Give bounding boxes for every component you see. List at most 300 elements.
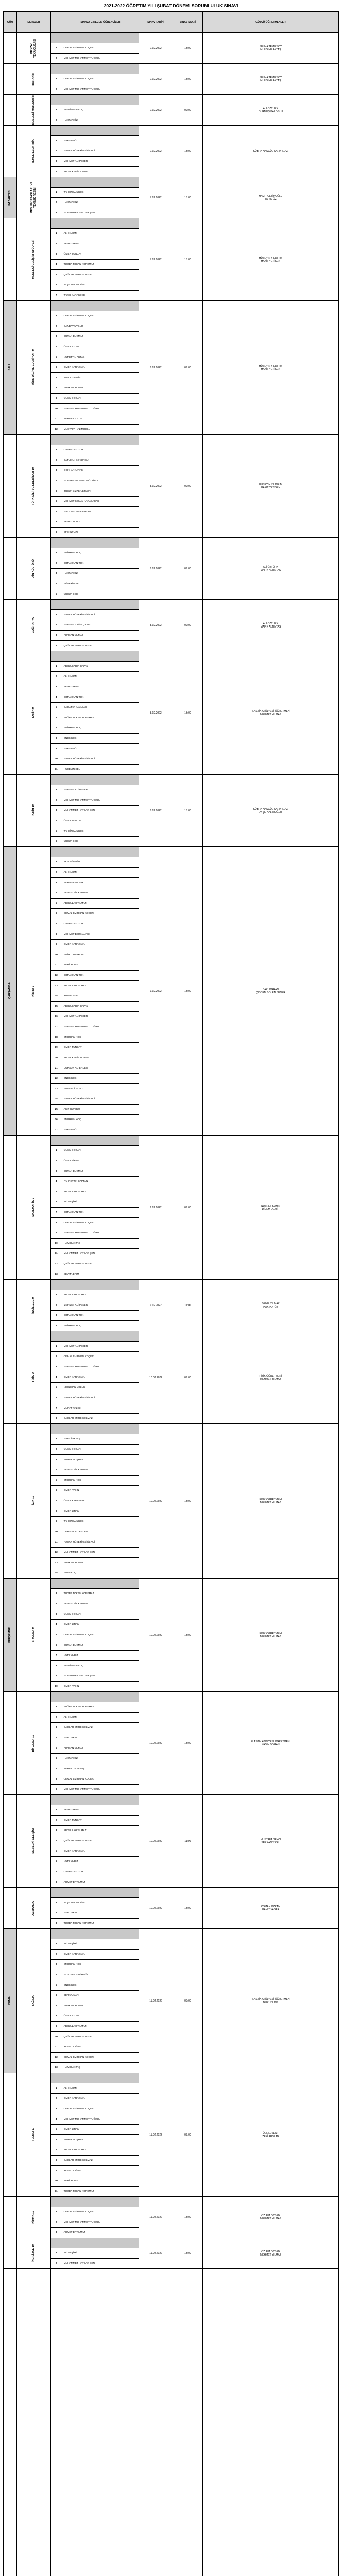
row-number: 16 [51,1012,62,1022]
row-number: 6 [51,1857,62,1867]
row-number: 3 [51,1826,62,1836]
time-cell: 13:00 [173,651,202,775]
student-name: ABDULLAH YILMAZ [62,2145,139,2156]
row-number: 5 [51,1630,62,1640]
student-name: MEHMET KEMAL KARABACAK [62,497,139,507]
student-name: TAHSİN MALKOÇ [62,1517,139,1527]
row-number: 4 [51,260,62,270]
row-number: 3 [51,466,62,476]
subject-cell [17,177,50,218]
student-name: FURKAN YILMAZ [62,631,139,641]
row-number: 2 [51,1713,62,1723]
group-header-row [62,1280,139,1290]
teacher-cell: NUSRET ŞAHİN DİDEM DEMİR [203,1136,338,1280]
student-name: AYŞE HALİMOĞLU [62,1898,139,1908]
date-cell: 10.02.2022 [139,1579,173,1692]
student-name: HAKTAN ÖZ [62,136,139,146]
subject-label: KİMYA 9 [32,985,36,997]
group-header-row [62,1692,139,1702]
student-name: ALİ HAŞİMİ [62,229,139,239]
row-number [51,1579,62,1589]
student-name: ABDULLAH YILMAZ [62,899,139,909]
student-name: ÖMER ZİRAN [62,1620,139,1630]
subject-label: TEMEL ELEKTRİK [32,139,36,164]
teacher-cell: BAKİ OĞRAN ÇİĞDEM BOLEN BENER [203,847,338,1136]
teacher-cell: KÜBRA HASGÜL SARIYILDIZ AYŞE HALİMOĞLU [203,775,338,847]
row-number: 25 [51,1105,62,1115]
subject-cell [17,33,50,64]
day-cell [4,126,16,177]
row-number: 3 [51,2104,62,2114]
student-name: ABDÜLKADİR CAPAL [62,662,139,672]
subject-label: COĞRAFYA [32,617,36,633]
subject-column [17,33,51,2576]
student-name: CEMAL EMİRHAN KOÇER [62,1774,139,1785]
student-name: MEHMET MUHAMMET TUĞRUL [62,2217,139,2228]
header-number [51,12,62,32]
subject-label: MESLEKİ GELİŞİM [32,1828,36,1854]
day-label: CUMA [8,1996,12,2005]
student-name: MEHMET ALİ PEKER [62,1012,139,1022]
row-number: 11 [51,2187,62,2197]
subject-cell [17,126,50,177]
subject-label: İNGİLİZCE 10 [32,2244,36,2262]
student-name: TUĞBA TOKAN KORKMAZ [62,260,139,270]
row-number: 2 [51,2217,62,2228]
teacher-cell: HÜSEYİN YILDIRIM HAKİT YETİŞEN [203,435,338,538]
student-name: MUHAMMET HAYDAR ŞEN [62,806,139,816]
row-number: 4 [51,816,62,826]
row-number: 4 [51,167,62,177]
row-number: 3 [51,249,62,260]
row-number: 5 [51,1383,62,1393]
student-name: TAHSİN MALKOÇ [62,1661,139,1671]
teacher-cell: HÜSEYİN YILDIRIM HAKİT YETİŞEN [203,301,338,435]
subject-cell [17,301,50,435]
date-cell: 8.02.2022 [139,651,173,775]
time-cell: 13:00 [173,177,202,218]
row-number: 6 [51,909,62,919]
subject-label: DİN KÜLTÜRÜ [32,558,36,579]
row-number: 9 [51,1228,62,1239]
row-number: 3 [51,1609,62,1620]
student-name: BERAT AYAN [62,1991,139,2001]
row-number: 1 [51,1702,62,1713]
student-name: ÖMER TUNCAY [62,816,139,826]
student-name: MURAT YAZICI [62,1403,139,1414]
subject-label: MESLEKİ MATEMATİK [32,95,36,125]
student-name: ÇAĞLAR EMRE SOLMAZ [62,1836,139,1846]
teacher-cell: HÜSEYİN YILDIRIM HAKİT YETİŞEN [203,218,338,301]
student-name: MEHMET YAĞIZ ÇAKIR [62,620,139,631]
row-number: 6 [51,497,62,507]
student-name: NURİ YILDIZ [62,960,139,971]
row-number: 2 [51,2259,62,2269]
row-number [51,1424,62,1434]
student-name: YUSUF EGE [62,991,139,1002]
teacher-cell: PLASTİK ATÖLYESİ ÖĞRETMENİ YASİN DOĞAN [203,1692,338,1795]
date-cell: 11.02.2022 [139,2238,173,2269]
day-cell [4,2238,16,2269]
student-name: CEMAL EMİRHAN KOÇER [62,1218,139,1228]
day-cell [4,177,16,218]
subject-cell [17,2238,50,2269]
student-name: BERAT AYAN [62,1805,139,1816]
time-cell: 09:00 [173,95,202,126]
date-cell: 10.02.2022 [139,1692,173,1795]
student-name: ABDULKADİR DURAN [62,1053,139,1063]
row-number: 20 [51,1053,62,1063]
date-cell: 9.02.2022 [139,1280,173,1331]
row-number: 5 [51,1980,62,1991]
student-name: ALİ HAŞİMİ [62,868,139,878]
row-number: 1 [51,785,62,795]
row-number: 1 [51,43,62,54]
row-number: 11 [51,765,62,775]
teacher-cell: ÖZLEM ÖZGEN MEHMET YILMAZ [203,2238,338,2269]
student-name: MEHMET MUHAMMET TUĞRUL [62,1362,139,1372]
student-name: ALİ HAŞİMİ [62,2248,139,2259]
row-number [51,847,62,857]
row-number: 7 [51,723,62,734]
row-number: 2 [51,1352,62,1362]
row-number: 3 [51,878,62,888]
row-number: 6 [51,1197,62,1208]
student-name: BERAT AYAN [62,239,139,249]
student-name: HÜSEYİN SEL [62,579,139,589]
row-number: 3 [51,332,62,342]
row-number: 12 [51,1259,62,1269]
row-number: 10 [51,2032,62,2042]
student-name: MUSTAFA HALİMOĞLU [62,1970,139,1980]
row-number: 1 [51,1146,62,1156]
student-name: YASİN DOĞAN [62,2042,139,2053]
teacher-cell: OSMAN ÖZKAN HAMİT YAŞAR [203,1888,338,1929]
student-name: ANIL AYDEMİR [62,373,139,383]
row-number: 8 [51,1661,62,1671]
row-number: 6 [51,1640,62,1651]
group-header-row [62,218,139,229]
row-number: 8 [51,2011,62,2022]
date-cell: 11.02.2022 [139,2073,173,2197]
row-number [51,33,62,43]
row-number: 3 [51,1455,62,1465]
row-number: 10 [51,754,62,765]
student-name: TARIK KARAKÖSE [62,291,139,301]
row-number: 9 [51,744,62,754]
student-name: ENES KOÇ [62,1568,139,1579]
row-number: 6 [51,2135,62,2145]
row-number: 4 [51,1321,62,1331]
student-name: YUSUF EGE [62,589,139,600]
student-name: ABDULKADİR CAPAL [62,1002,139,1012]
date-cell: 11.02.2022 [139,2197,173,2238]
row-number: 1 [51,1290,62,1300]
student-name: ÇAĞLAR EMRE SOLMAZ [62,1723,139,1733]
time-column [173,33,203,2576]
row-number [51,2073,62,2083]
row-number: 8 [51,1218,62,1228]
row-number: 1 [51,1589,62,1599]
student-name: YASİN DOĞAN [62,1146,139,1156]
group-header-row [62,775,139,785]
row-number: 13 [51,1269,62,1280]
row-number: 19 [51,1043,62,1053]
student-name: HASAN HÜSEYİN SİĞERCİ [62,754,139,765]
row-number: 10 [51,2176,62,2187]
student-name: BURAK DUŞMAZ [62,1166,139,1177]
student-name: ÇAĞLAR EMRE SOLMAZ [62,270,139,280]
student-name: BORA KAAN TOK [62,558,139,569]
student-name: TAHSİN MALKOÇ [62,826,139,837]
row-number: 10 [51,1239,62,1249]
row-number [51,126,62,136]
date-cell: 8.02.2022 [139,600,173,651]
row-number: 6 [51,280,62,291]
row-number: 2 [51,558,62,569]
subject-cell [17,2073,50,2197]
row-number: 11 [51,1537,62,1548]
row-number [51,435,62,445]
row-number: 7 [51,1651,62,1661]
teacher-cell: SELMA TEMİZSOY MUHSİNE AKTAŞ [203,33,338,64]
row-number: 8 [51,1506,62,1517]
student-name: EMİR CAN AYDIN [62,950,139,960]
row-number: 5 [51,1743,62,1754]
time-cell: 11:00 [173,1795,202,1888]
student-name: NURİ YILDIZ [62,1857,139,1867]
date-cell: 8.02.2022 [139,435,173,538]
subject-label: TARİH 9 [32,707,36,718]
row-number: 7 [51,2001,62,2011]
row-number: 3 [51,208,62,218]
student-name: HAMDİ AKTAŞ [62,2063,139,2073]
row-number: 4 [51,2114,62,2125]
row-number: 5 [51,270,62,280]
student-name: HAKTAN ÖZ [62,569,139,579]
row-number: 1 [51,311,62,321]
row-number [51,651,62,662]
student-name: BURAK DUŞMAZ [62,1640,139,1651]
student-name: CEMAL EMİRHAN KOÇER [62,2207,139,2217]
row-number: 6 [51,1486,62,1496]
subject-label: MATEMATİK 9 [32,1198,36,1217]
subject-label: BİYOLOJİ 9 [32,1627,36,1643]
row-number: 26 [51,1115,62,1125]
group-header-row [62,95,139,105]
row-number: 6 [51,713,62,723]
student-name: EMİRHAN KOÇ [62,1960,139,1970]
group-header-row [62,33,139,43]
student-name: HASAN HÜSEYİN SİĞERCİ [62,1393,139,1403]
row-number: 8 [51,929,62,940]
row-number: 3 [51,1960,62,1970]
row-number: 5 [51,703,62,713]
student-name: ÖMER KARAKAYA [62,1496,139,1506]
row-number: 4 [51,692,62,703]
student-name: MEHMET MUHAMMET TUĞRUL [62,1228,139,1239]
date-cell: 10.02.2022 [139,1795,173,1888]
student-name: ALİ HAŞİMİ [62,2083,139,2094]
subject-label: MESLEK ESASLARI VE TEKNİK RESİM [30,181,37,214]
time-cell: 13:00 [173,126,202,177]
student-name: ABDULLAH YILMAZ [62,1187,139,1197]
student-name: ÖMER AYDIN [62,2011,139,2022]
student-name: BORA KAAN TOK [62,1311,139,1321]
day-cell [4,218,16,301]
row-number: 15 [51,1002,62,1012]
student-name: ÖMER KARAKAYA [62,1846,139,1857]
row-number: 1 [51,662,62,672]
row-number: 2 [51,455,62,466]
row-number: 12 [51,1548,62,1558]
teacher-cell: SELMA TEMİZSOY MUHSİNE AKTAŞ [203,64,338,95]
row-number: 18 [51,1032,62,1043]
group-header-row [62,1136,139,1146]
date-cell: 10.02.2022 [139,1888,173,1929]
row-number: 2 [51,146,62,157]
student-name: ÖMER KARAKAYA [62,363,139,373]
date-cell: 8.02.2022 [139,775,173,847]
date-cell: 8.02.2022 [139,538,173,600]
date-cell: 7.02.2022 [139,33,173,64]
header-time: SINAV SAATİ [173,12,203,32]
row-number: 8 [51,383,62,394]
subject-label: SAĞLIK [32,1995,36,2006]
student-name: ALİ HAŞİMİ [62,1713,139,1723]
date-cell: 7.02.2022 [139,64,173,95]
row-number: 5 [51,2125,62,2135]
group-header-row [62,177,139,188]
subject-label: BOTANİK [32,73,36,86]
day-cell [4,1795,16,1888]
row-number: 4 [51,1372,62,1383]
student-name: ÖMER ZİRAN [62,1506,139,1517]
row-number: 2 [51,1908,62,1919]
student-name: BORA KAAN TOK [62,878,139,888]
row-number: 3 [51,631,62,641]
student-name: BORA KAAN TOK [62,692,139,703]
student-name: MEHMET MUHAMMET TUĞRUL [62,2114,139,2125]
row-number: 23 [51,1084,62,1094]
student-name: MERT AKIN [62,1733,139,1743]
row-number: 13 [51,981,62,991]
date-cell: 11.02.2022 [139,1929,173,2073]
row-number [51,2238,62,2248]
group-header-row [62,2238,139,2248]
time-cell: 09:00 [173,538,202,600]
student-name: DURSUN ALİ ERDEM [62,1527,139,1537]
student-name: HAMDİ AKTAŞ [62,1239,139,1249]
date-column [139,33,173,2576]
row-number: 1 [51,2207,62,2217]
row-number: 8 [51,1414,62,1424]
student-name: MUHAMMET HAYDAR ŞEN [62,208,139,218]
time-cell: 09:00 [173,301,202,435]
student-name: HALİL ARDA KARAMAN [62,507,139,517]
student-name: CANBAY UYGUR [62,1867,139,1877]
teacher-cell: KÜBRA HASGÜL SARIYILDIZ [203,126,338,177]
row-number: 7 [51,373,62,383]
header-teachers: GÖZCÜ ÖĞRETMENLER [255,21,286,24]
student-name: TAHSİN MALKOÇ [62,188,139,198]
subject-cell [17,218,50,301]
student-name: ABDULKADİR CAPAL [62,167,139,177]
subject-cell [17,1280,50,1331]
subject-cell [17,435,50,538]
student-name: ALİ HAŞİMİ [62,1939,139,1950]
subject-cell [17,95,50,126]
student-name: CEMAL EMİRHAN KOÇER [62,311,139,321]
student-name: ÇAĞLAR EMRE SOLMAZ [62,1414,139,1424]
row-number: 6 [51,1754,62,1764]
row-number: 3 [51,1362,62,1372]
row-number: 3 [51,1166,62,1177]
row-number: 1 [51,74,62,84]
time-cell: 13:00 [173,847,202,1136]
row-number: 1 [51,2248,62,2259]
row-number: 5 [51,1187,62,1197]
row-number: 5 [51,486,62,497]
row-number: 7 [51,1867,62,1877]
student-name: ENES ALİ YILDIZ [62,1084,139,1094]
student-name: NURİ YILDIZ [62,1651,139,1661]
student-name: MEHMET MUHAMMET TUĞRUL [62,404,139,414]
row-number: 9 [51,2166,62,2176]
teacher-cell: Ö.Z. LEVENT ZEKİ ARSLAN [203,2073,338,2197]
day-cell [4,1331,16,1424]
row-number: 5 [51,589,62,600]
student-name: NURETTİN AKTAŞ [62,1764,139,1774]
row-number: 2 [51,321,62,332]
day-cell [4,1280,16,1331]
row-number: 3 [51,1919,62,1929]
row-number [51,177,62,188]
row-number: 1 [51,2083,62,2094]
student-name: HAKTAN ÖZ [62,1125,139,1136]
row-number: 9 [51,1671,62,1682]
student-name: CEMAL EMİRHAN KOÇER [62,1630,139,1640]
group-header-row [62,1424,139,1434]
row-number: 4 [51,476,62,486]
row-number [51,1929,62,1939]
student-name: TUĞBA TOKAN KORKMAZ [62,1702,139,1713]
group-header-row [62,600,139,610]
time-cell: 13:00 [173,775,202,847]
student-name: FURKAN YILMAZ [62,2001,139,2011]
row-number: 1 [51,1805,62,1816]
student-name: HÜSEYİN SEL [62,765,139,775]
student-name: ŞEYMA ERİM [62,1269,139,1280]
teacher-cell: ALİ ÖZTÜRK MAFİK ALTINTAŞ [203,600,338,651]
teacher-cell: FİZİK ÖĞRETMENİ MEHMET YILMAZ [203,1579,338,1692]
row-number: 27 [51,1125,62,1136]
date-cell: 9.02.2022 [139,1136,173,1280]
time-cell: 09:00 [173,1136,202,1280]
student-name: EMİRHAN KOÇ [62,1032,139,1043]
day-cell [4,64,16,95]
row-number: 7 [51,919,62,929]
row-number: 10 [51,950,62,960]
student-name: BURAK DUŞMAZ [62,332,139,342]
teacher-cell: DENİZ YILMAZ HAKTAN ÖZ [203,1280,338,1331]
row-number: 9 [51,1785,62,1795]
group-header-row [62,2073,139,2083]
day-cell [4,95,16,126]
row-number: 7 [51,2145,62,2156]
row-number: 1 [51,610,62,620]
student-name: ABDULLAH YILMAZ [62,1290,139,1300]
